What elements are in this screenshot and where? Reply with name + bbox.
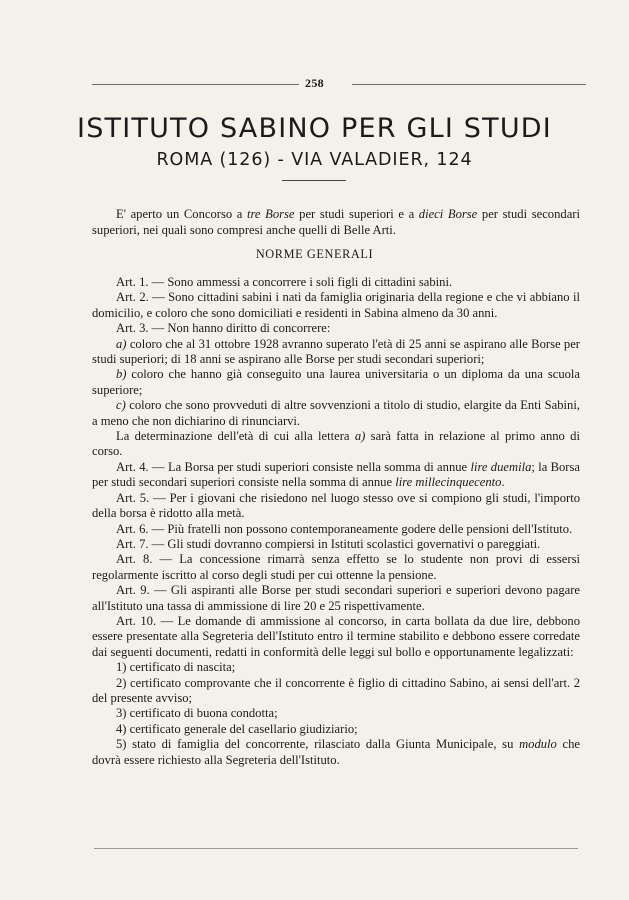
article-3-b: b) coloro che hanno già conseguito una laurea universitaria o un diploma da una scuola superiore; bbox=[92, 367, 580, 397]
articles-body bbox=[92, 275, 580, 768]
article-8: Art. 8. — La concessione rimarrà senza effetto se lo studente non provi di essersi regolarmente iscritto al corso degli studi per cui ottenne la pensione. bbox=[92, 552, 580, 582]
intro-paragraph: E' aperto un Concorso a tre Borse per studi superiori e a dieci Borse per studi secondari superiori, nei quali sono compresi anche quelli di Belle Arti. bbox=[92, 207, 580, 237]
article-3-c: c) coloro che sono provveduti di altre sovvenzioni a titolo di studio, elargite da Enti Sabini, a meno che non dichiarino di rinunciarvi. bbox=[92, 398, 580, 428]
article-6: Art. 6. — Più fratelli non possono contemporaneamente godere delle pensioni dell'Istituto. bbox=[116, 521, 573, 536]
article-3-a: a) coloro che al 31 ottobre 1928 avranno superato l'età di 25 anni se aspirano alle Borse per studi superiori; di 18 anni se aspirano alle Borse per studi secondari superiori; bbox=[92, 336, 580, 367]
article-10: Art. 10. — Le domande di ammissione al concorso, in carta bollata da due lire, debbono essere presentate alla Segreteria dell'Istituto entro il termine stabilito e debbono essere corredate dai seguenti documenti, redatti in conformità delle leggi sul bollo e opportunamente legalizzati: bbox=[92, 613, 580, 659]
article-3-note: La determinazione dell'età di cui alla lettera a) sarà fatta in relazione al primo anno di corso. bbox=[92, 429, 580, 459]
article-4: Art. 4. — La Borsa per studi superiori consiste nella somma di annue lire duemila; la Borsa per studi secondari superiori consiste nella somma di annue lire millecinquecento. bbox=[92, 459, 580, 490]
document-4: 4) certificato generale del casellario giudiziario; bbox=[116, 721, 358, 736]
document-1: 1) certificato di nascita; bbox=[116, 660, 236, 675]
title-divider bbox=[282, 180, 346, 181]
document-2: 2) certificato comprovante che il concorrente è figlio di cittadino Sabino, ai sensi dell'art. 2 del presente avviso; bbox=[92, 675, 580, 705]
section-heading: NORME GENERALI bbox=[255, 247, 374, 261]
article-9: Art. 9. — Gli aspiranti alle Borse per studi secondari superiori e superiori devono pagare all'Istituto una tassa di ammissione di lire 20 e 25 rispettivamente. bbox=[92, 583, 580, 613]
footer-rule bbox=[94, 848, 578, 849]
institute-address: ROMA (126) - VIA VALADIER, 124 bbox=[156, 150, 473, 170]
article-2: Art. 2. — Sono cittadini sabini i nati da famiglia originaria della regione e che vi abbiano il domicilio, e coloro che sono domiciliati e residenti in Sabina almeno da 30 anni. bbox=[92, 290, 580, 320]
page-number: 258 bbox=[0, 76, 629, 91]
institute-title: ISTITUTO SABINO PER GLI STUDI bbox=[77, 113, 552, 144]
document-5: 5) stato di famiglia del concorrente, rilasciato dalla Giunta Municipale, su modulo che dovrà essere richiesto alla Segreteria dell'Istituto. bbox=[92, 737, 580, 767]
article-7: Art. 7. — Gli studi dovranno compiersi in Istituti scolastici governativi o pareggiati. bbox=[116, 536, 541, 551]
article-5: Art. 5. — Per i giovani che risiedono nel luogo stesso ove si compiono gli studi, l'importo della borsa è ridotto alla metà. bbox=[92, 490, 580, 521]
article-3: Art. 3. — Non hanno diritto di concorrere: bbox=[116, 321, 331, 336]
article-1: Art. 1. — Sono ammessi a concorrere i soli figli di cittadini sabini. bbox=[116, 275, 453, 289]
document-3: 3) certificato di buona condotta; bbox=[116, 706, 278, 721]
